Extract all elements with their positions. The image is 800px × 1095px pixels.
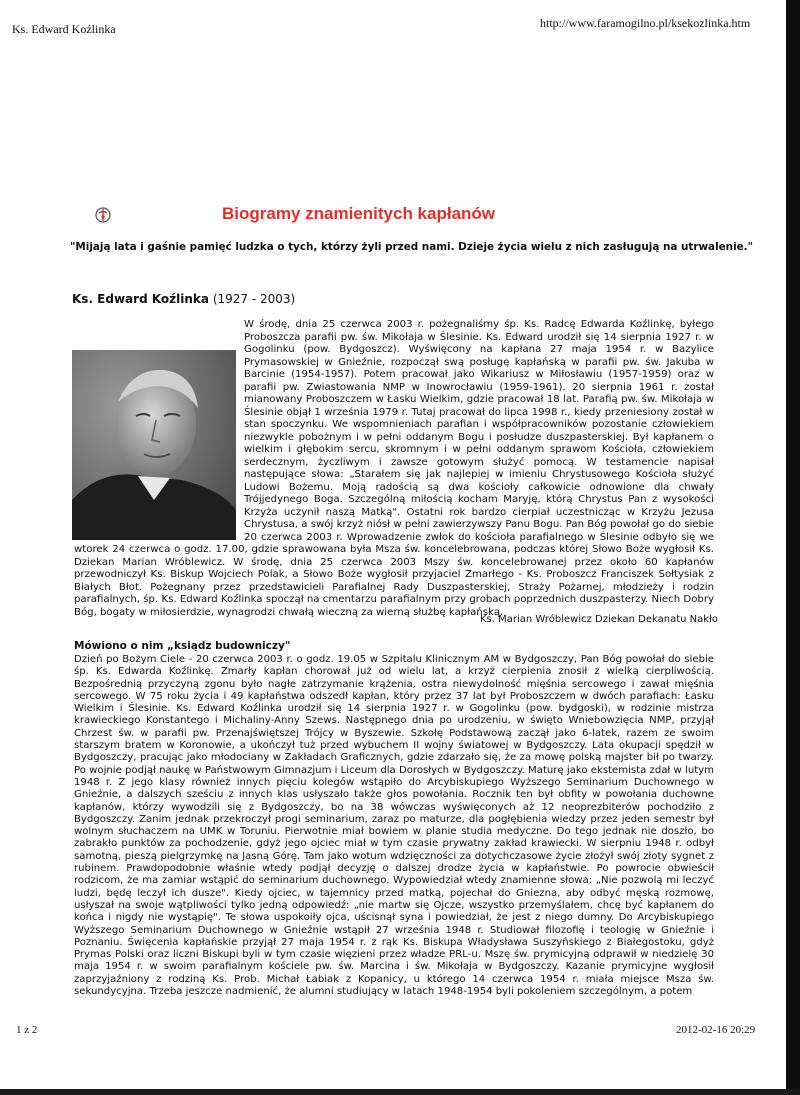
page-title: Biogramy znamienitych kapłanów — [222, 204, 496, 223]
print-footer-page-number: 1 z 2 — [16, 1024, 38, 1036]
biography-text: W środę, dnia 25 czerwca 2003 r. pożegnaliśmy śp. Ks. Radcę Edwarda Koźlinkę, byłego Proboszcza parafii pw. św. Mikołaja w Ślesinie. Ks. Edward urodził się 14 sierpnia 1927 r. w Gogolinku (pow. Bydgoszcz). Wyświęcony na kapłana 27 maja 1954 r. w Bazylice Prymasowskiej w Gnieźnie, rozpoczął swą posługę kapłańską w parafii pw. św. Jakuba w Barcinie (1954-1957). Potem pracował jako Wikariusz w Miłosławiu (1957-1959) oraz w parafii pw. Zwiastowania NMP w Inowrocławiu (1959-1961). 20 sierpnia 1961 r. został mianowany Proboszczem w Łasku Wielkim, gdzie pracował 18 lat. Parafią pw. św. Mikołaja w Ślesinie objął 1 września 1979 r. Tutaj pracował do lipca 1998 r., kiedy przeniesiony został w stan spoczynku. We wspomnieniach parafian i współpracowników pozostanie człowiekiem niezwykle pobożnym i w pełni oddanym Bogu i posłudze duszpasterskiej. Był kapłanem o wielkim i głębokim sercu, skromnym i w pełni oddanym sprawom Kościoła, człowiekiem serdecznym, życzliwym i zawsze gotowym służyć pomocą. W testamencie napisał następujące słowa: „Starałem się jak najlepiej w imieniu Chrystusowego Kościoła służyć Ludowi Bożemu. Moją radością są dwa kościoły całkowicie odnowione dla chwały Trójjedynego Boga. Szczególną miłością kocham Maryję, którą Chrystus Pan z wysokości Krzyża uczynił naszą Matką". Ostatni rok bardzo cierpiał uczestnicząc w Krzyżu Jezusa Chrystusa, a swój krzyż niósł w pełni zawierzywszy Panu Bogu. Pan Bóg powołał go do siebie 20 czerwca 2003 r. Wprowadzenie zwłok do kościoła parafialnego w Ślesinie odbyło się we wtorek 24 czerwca o godz. 17.00, gdzie sprawowana była Msza św. koncelebrowana, podczas której Słowo Boże wygłosił Ks. Dziekan Marian Wróblewicz. W środę, dnia 25 czerwca 2003 Mszy św. koncelebrowanej przez około 60 kapłanów przewodniczył Ks. Biskup Wojciech Polak, a Słowo Boże wygłosił przyjaciel Zmarłego - Ks. Proboszcz Franciszek Sołtysiak z Białych Błot. Pożegnany przez przedstawicieli Parafialnej Rady Duszpasterskiej, Straży Pożarnej, młodzieży i rodzin parafialnych, śp. Ks. Edward Koźlinka spoczął na cmentarzu parafialnym przy grobach poprzednich duszpasterzy. Niech Dobry Bóg, bogaty w miłosierdzie, wynagrodzi chwałą wieczną za wierną służbę kapłańską. — [74, 319, 714, 618]
parish-logo-icon — [94, 206, 112, 224]
person-name: Ks. Edward Koźlinka — [72, 292, 209, 306]
person-years: (1927 - 2003) — [209, 292, 296, 306]
print-header-url: http://www.faramogilno.pl/ksekozlinka.htm — [540, 16, 751, 30]
person-heading — [72, 292, 295, 306]
print-header-title: Ks. Edward Koźlinka — [12, 22, 116, 36]
motto-quote: "Mijają lata i gaśnie pamięć ludzka o tych, którzy żyli przed nami. Dzieje życia wielu z nich zasługują na utrwalenie." — [70, 241, 754, 253]
scan-border-right — [786, 0, 800, 1095]
section-body-text: Dzień po Bożym Ciele - 20 czerwca 2003 r. o godz. 19.05 w Szpitalu Klinicznym AM w Bydgoszczy, Pan Bóg powołał do siebie śp. Ks. Edwarda Koźlinkę. Zmarły kapłan chorował już od wielu lat, a krzyż cierpienia znosił z wielką cierpliwością. Bezpośrednią przyczyną zgonu było nagłe zatrzymanie krążenia, ostra niewydolność mięśnia sercowego i zawał mięśnia sercowego. W 75 roku życia i 49 kapłaństwa odszedł kapłan, który przez 37 lat był Proboszczem w dwóch parafiach: Łasku Wielkim i Ślesinie. Ks. Edward Koźlinka urodził się 14 sierpnia 1927 r. w Gogolinku (pow. bydgoski), w rodzinie mistrza krawieckiego Konstantego i Michaliny-Anny Szews. Następnego dnia po urodzeniu, w święto Wniebowzięcia NMP, przyjął Chrzest św. w parafii pw. Przenajświętszej Trójcy w Byszewie. Szkołę Podstawową zaczął jako 6-latek, razem ze swoim starszym bratem w Koronowie, a ukończył tuż przed wybuchem II wojny światowej w Bydgoszczy. Lata okupacji spędził w Bydgoszczy, pracując jako młodociany w Zakładach Graficznych, gdzie zdarzało się, że za mowę polską majster bił po twarzy. Po wojnie podjął naukę w Państwowym Gimnazjum i Liceum dla Dorosłych w Bydgoszczy. Maturę jako ekstemista zdał w lutym 1948 r. Z jego klasy również innych pięciu kolegów wstąpiło do Arcybiskupiego Wyższego Seminarium Duchownego w Gnieźnie, a dalszych sześciu z innych klas usłyszało także głos powołania. Rocznik ten był obfity w powołania duchowne kapłanów, którzy wywodzili się z Bydgoszczy, bo na 38 wówczas wyświęconych aż 12 neoprezbiterów pochodziło z Bydgoszczy. Zanim jednak przekroczył progi seminarium, zaraz po maturze, dla pogłębienia wiedzy przez jeden semestr był wolnym słuchaczem na UMK w Toruniu. Pierwotnie miał bowiem w planie studia medyczne. Do tego jednak nie doszło, bo zabrakło punktów za pochodzenie, gdyż jego ojciec miał w tym czasie prywatny zakład krawiecki. W sierpniu 1948 r. odbył samotną, pieszą pielgrzymkę na Jasną Górę. Tam jako wotum wdzięczności za dotychczasowe życie złożył swój złoty sygnet z rubinem. Prawdopodobnie właśnie wtedy podjął decyzję o dalszej drodze życia w kapłaństwie. Po powrocie obwieścił rodzicom, że ma zamiar wstąpić do seminarium duchownego. Wypowiedział wtedy znamienne słowa: „Nie pozwolą mi leczyć ludzi, będę leczył ich dusze". Kiedy ojciec, w tajemnicy przed matką, pojechał do Gniezna, aby odbyć męską rozmowę, usłyszał na swoje wątpliwości tylko jedną odpowiedź: „nie martw się Ojcze, wszystko przemyślałem, chcę być kapłanem do końca i nigdy nie wystąpię". Te słowa uspokoiły ojca, uścisnął syna i powiedział, że jest z niego dumny. Do Arcybiskupiego Wyższego Seminarium Duchownego w Gnieźnie wstąpił 27 września 1948 r. Studiował filozofię i teologię w Gnieźnie i Poznaniu. Święcenia kapłańskie przyjął 27 maja 1954 r. z rąk Ks. Biskupa Władysława Suszyńskiego z Białegostoku, gdyż Prymas Polski oraz liczni Biskupi byli w tym czasie więzieni przez władze PRL-u. Mszę św. prymicyjną odprawił w niedzielę 30 maja 1954 r. w swoim parafialnym kościele pw. św. Marcina i św. Mikołaja w Bydgoszczy. Kazanie prymicyjne wygłosił zaprzyjaźniony z rodziną Ks. Prob. Michał Łabiak z Kopanicy, u którego 14 czerwca 1954 r. miała miejsce Msza św. sekundycyjna. Trzeba jeszcze nadmienić, że alumni studiujący w latach 1948-1954 byli pokoleniem szczególnym, a potem — [74, 654, 714, 998]
print-footer-datetime: 2012-02-16 20:29 — [676, 1024, 756, 1036]
photo-spacer — [74, 319, 244, 543]
section-heading: Mówiono o nim „ksiądz budowniczy" — [74, 640, 291, 652]
scan-border-bottom — [0, 1089, 800, 1095]
biography-text-block — [74, 319, 714, 619]
biography-signature: Ks. Marian Wróblewicz Dziekan Dekanatu Nakło — [480, 614, 719, 625]
